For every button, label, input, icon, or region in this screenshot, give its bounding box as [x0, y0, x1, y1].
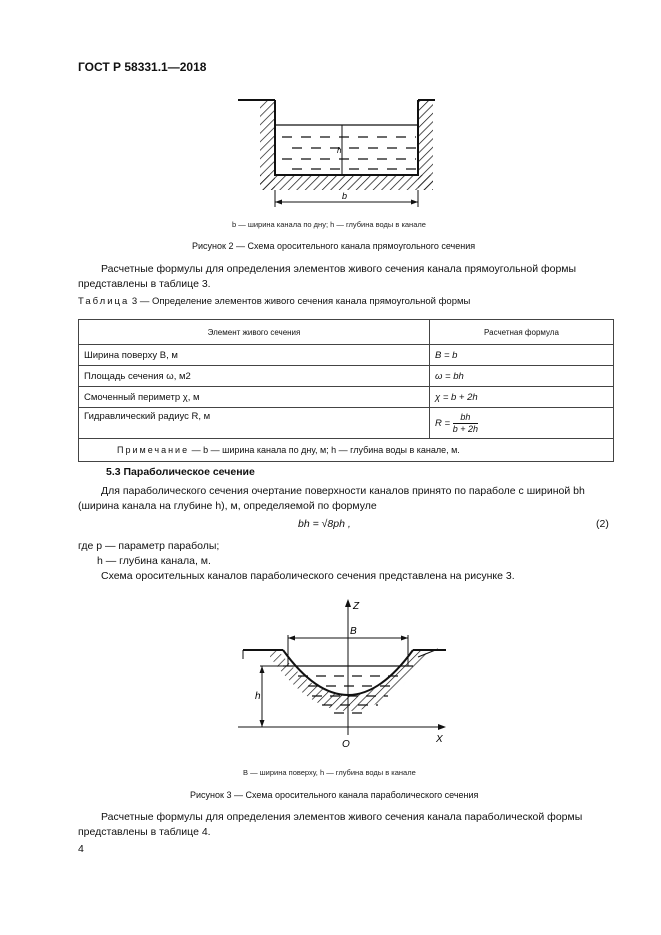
paragraph-table3-intro: Расчетные формулы для определения элементов живого сечения канала прямоугольной формы представлены в таблице 3. [78, 263, 577, 290]
fraction-denominator: b + 2h [452, 423, 478, 434]
figure-2-legend: b — ширина канала по дну; h — глубина воды в канале [232, 220, 426, 229]
paragraph-figure3-intro: Схема оросительных каналов параболического сечения представлена на рисунке 3. [101, 570, 515, 582]
formula-2: bh = √8ph , [298, 518, 351, 530]
table-note [79, 439, 614, 462]
cell-element: Смоченный периметр χ, м [79, 387, 430, 408]
table-header-row [79, 320, 614, 345]
table-3-title [78, 296, 470, 307]
figure-3-label-b: B [350, 626, 357, 637]
cell-element: Площадь сечения ω, м2 [79, 366, 430, 387]
table-row [79, 366, 614, 387]
cell-formula [430, 408, 614, 439]
note-prefix: Примечание [117, 445, 190, 455]
figure-3-parabolic-channel [238, 595, 452, 755]
paragraph-table4-intro: Расчетные формулы для определения элементов живого сечения канала параболической формы представлены в таблице 4. [78, 811, 583, 838]
where-line-1: где p — параметр параболы; [78, 540, 220, 552]
figure-2-title: Рисунок 2 — Схема оросительного канала прямоугольного сечения [192, 241, 476, 251]
table-row [79, 387, 614, 408]
table-note-row [79, 439, 614, 462]
figure-2-label-b: b [342, 191, 348, 201]
formula-fraction [453, 412, 478, 435]
table-3-title-prefix: Таблица [78, 296, 130, 307]
table-3 [78, 319, 614, 462]
table-row [79, 345, 614, 366]
cell-element: Ширина поверху B, м [79, 345, 430, 366]
cell-formula: ω = bh [430, 366, 614, 387]
document-code: ГОСТ Р 58331.1—2018 [78, 60, 207, 74]
figure-3-axis-z: Z [353, 601, 360, 612]
cell-element: Гидравлический радиус R, м [79, 408, 430, 439]
formula-lhs: R = [435, 417, 451, 429]
figure-2-rectangular-channel [230, 95, 440, 213]
figure-3-axis-x: X [436, 734, 443, 745]
paragraph-parabolic-intro: Для параболического сечения очертание поверхности каналов принято по параболе с шириной bh (ширина канала на глубине h), м, определяемой по формуле [78, 485, 585, 512]
figure-3-legend: B — ширина поверху, h — глубина воды в канале [243, 768, 416, 777]
table-3-title-text: 3 — Определение элементов живого сечения канала прямоугольной формы [131, 296, 471, 307]
where-line-2: h — глубина канала, м. [97, 555, 211, 567]
section-heading: 5.3 Параболическое сечение [106, 466, 255, 478]
note-text: — b — ширина канала по дну, м; h — глубина воды в канале, м. [191, 445, 460, 455]
fraction-numerator: bh [460, 411, 471, 422]
formula-2-number: (2) [596, 518, 609, 530]
cell-formula: B = b [430, 345, 614, 366]
column-header-formula: Расчетная формула [430, 320, 614, 345]
figure-3-label-o: O [342, 739, 350, 750]
figure-2-label-h: h [337, 146, 342, 155]
cell-formula: χ = b + 2h [430, 387, 614, 408]
page-number: 4 [78, 843, 84, 855]
table-row [79, 408, 614, 439]
figure-3-label-h: h [255, 691, 261, 702]
figure-3-title: Рисунок 3 — Схема оросительного канала параболического сечения [190, 790, 479, 800]
column-header-element: Элемент живого сечения [79, 320, 430, 345]
